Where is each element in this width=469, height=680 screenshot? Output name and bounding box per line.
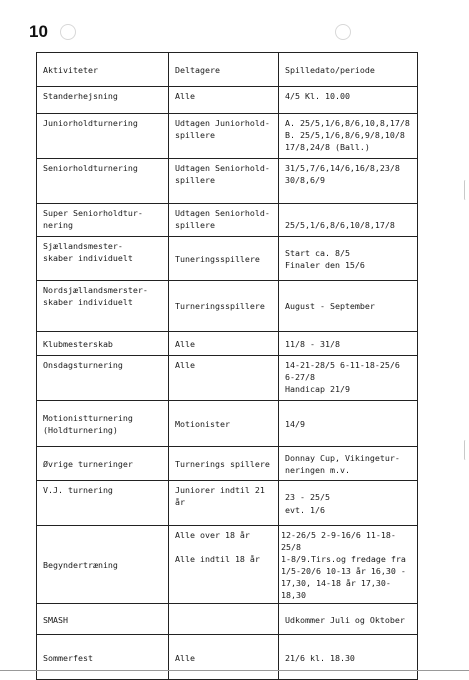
table-row: [37, 332, 418, 356]
table-row: [37, 87, 418, 114]
participants-cell: Tuneringsspillere: [169, 237, 279, 281]
activity-cell: Juniorholdturnering: [37, 114, 169, 159]
activity-cell: Nordsjællandsmerster- skaber individuelt: [37, 281, 169, 332]
table-row: [37, 635, 418, 680]
date-cell: 4/5 Kl. 10.00: [279, 87, 418, 114]
margin-mark: [464, 440, 467, 460]
date-cell: 21/6 kl. 18.30: [279, 635, 418, 680]
activity-schedule-table: [36, 52, 418, 680]
participants-cell: Motionister: [169, 401, 279, 447]
participants-cell: [169, 604, 279, 635]
punch-hole-mark: [60, 24, 76, 40]
date-cell: 14/9: [279, 401, 418, 447]
date-cell: 31/5,7/6,14/6,16/8,23/8 30/8,6/9: [279, 159, 418, 204]
date-cell: Start ca. 8/5 Finaler den 15/6: [279, 237, 418, 281]
activity-cell: Øvrige turneringer: [37, 447, 169, 481]
date-cell: A. 25/5,1/6,8/6,10,8,17/8 B. 25/5,1/6,8/6,9/8,10/8 17/8,24/8 (Ball.): [279, 114, 418, 159]
page-edge-line: [0, 670, 469, 671]
date-cell: 12-26/5 2-9-16/6 11-18-25/8 1-8/9.Tirs.og fredage fra 1/5-20/6 10-13 år 16,30 - 17,30, 14-18 år 17,30-18,30: [279, 526, 418, 604]
table-row: [37, 481, 418, 526]
participants-cell: Alle: [169, 356, 279, 401]
punch-hole-mark: [335, 24, 351, 40]
date-cell: 11/8 - 31/8: [279, 332, 418, 356]
participants-cell: Udtagen Seniorhold- spillere: [169, 159, 279, 204]
activity-cell: V.J. turnering: [37, 481, 169, 526]
table-row: [37, 204, 418, 237]
date-cell: 25/5,1/6,8/6,10/8,17/8: [279, 204, 418, 237]
table-row: [37, 159, 418, 204]
participants-cell: Alle: [169, 332, 279, 356]
table-row: [37, 237, 418, 281]
date-cell: August - September: [279, 281, 418, 332]
activity-cell: Motionistturnering (Holdturnering): [37, 401, 169, 447]
date-cell: 23 - 25/5 evt. 1/6: [279, 481, 418, 526]
activity-cell: Seniorholdturnering: [37, 159, 169, 204]
activity-cell: Begyndertræning: [37, 526, 169, 604]
table-row: [37, 604, 418, 635]
participants-cell: Turneringsspillere: [169, 281, 279, 332]
activity-cell: Sommerfest: [37, 635, 169, 680]
participants-cell: Turnerings spillere: [169, 447, 279, 481]
activity-cell: Sjællandsmester- skaber individuelt: [37, 237, 169, 281]
participants-cell: Alle: [169, 87, 279, 114]
participants-cell: Alle: [169, 635, 279, 680]
participants-cell: Juniorer indtil 21 år: [169, 481, 279, 526]
activity-cell: Standerhejsning: [37, 87, 169, 114]
activity-cell: Onsdagsturnering: [37, 356, 169, 401]
date-cell: Donnay Cup, Vikingetur- neringen m.v.: [279, 447, 418, 481]
header-date: Spilledato/periode: [279, 53, 418, 87]
activity-cell: SMASH: [37, 604, 169, 635]
table-header-row: [37, 53, 418, 87]
table-row: [37, 401, 418, 447]
participants-cell: Udtagen Juniorhold- spillere: [169, 114, 279, 159]
header-participants: Deltagere: [169, 53, 279, 87]
page-number: 10: [29, 22, 48, 41]
table-row: [37, 526, 418, 604]
date-cell: 14-21-28/5 6-11-18-25/6 6-27/8 Handicap 21/9: [279, 356, 418, 401]
table-row: [37, 281, 418, 332]
activity-cell: Super Seniorholdtur- nering: [37, 204, 169, 237]
date-cell: Udkommer Juli og Oktober: [279, 604, 418, 635]
participants-cell: Udtagen Seniorhold- spillere: [169, 204, 279, 237]
table-row: [37, 114, 418, 159]
margin-mark: [464, 180, 467, 200]
activity-cell: Klubmesterskab: [37, 332, 169, 356]
table-row: [37, 356, 418, 401]
participants-cell: Alle over 18 år Alle indtil 18 år: [169, 526, 279, 604]
table-row: [37, 447, 418, 481]
header-activity: Aktiviteter: [37, 53, 169, 87]
